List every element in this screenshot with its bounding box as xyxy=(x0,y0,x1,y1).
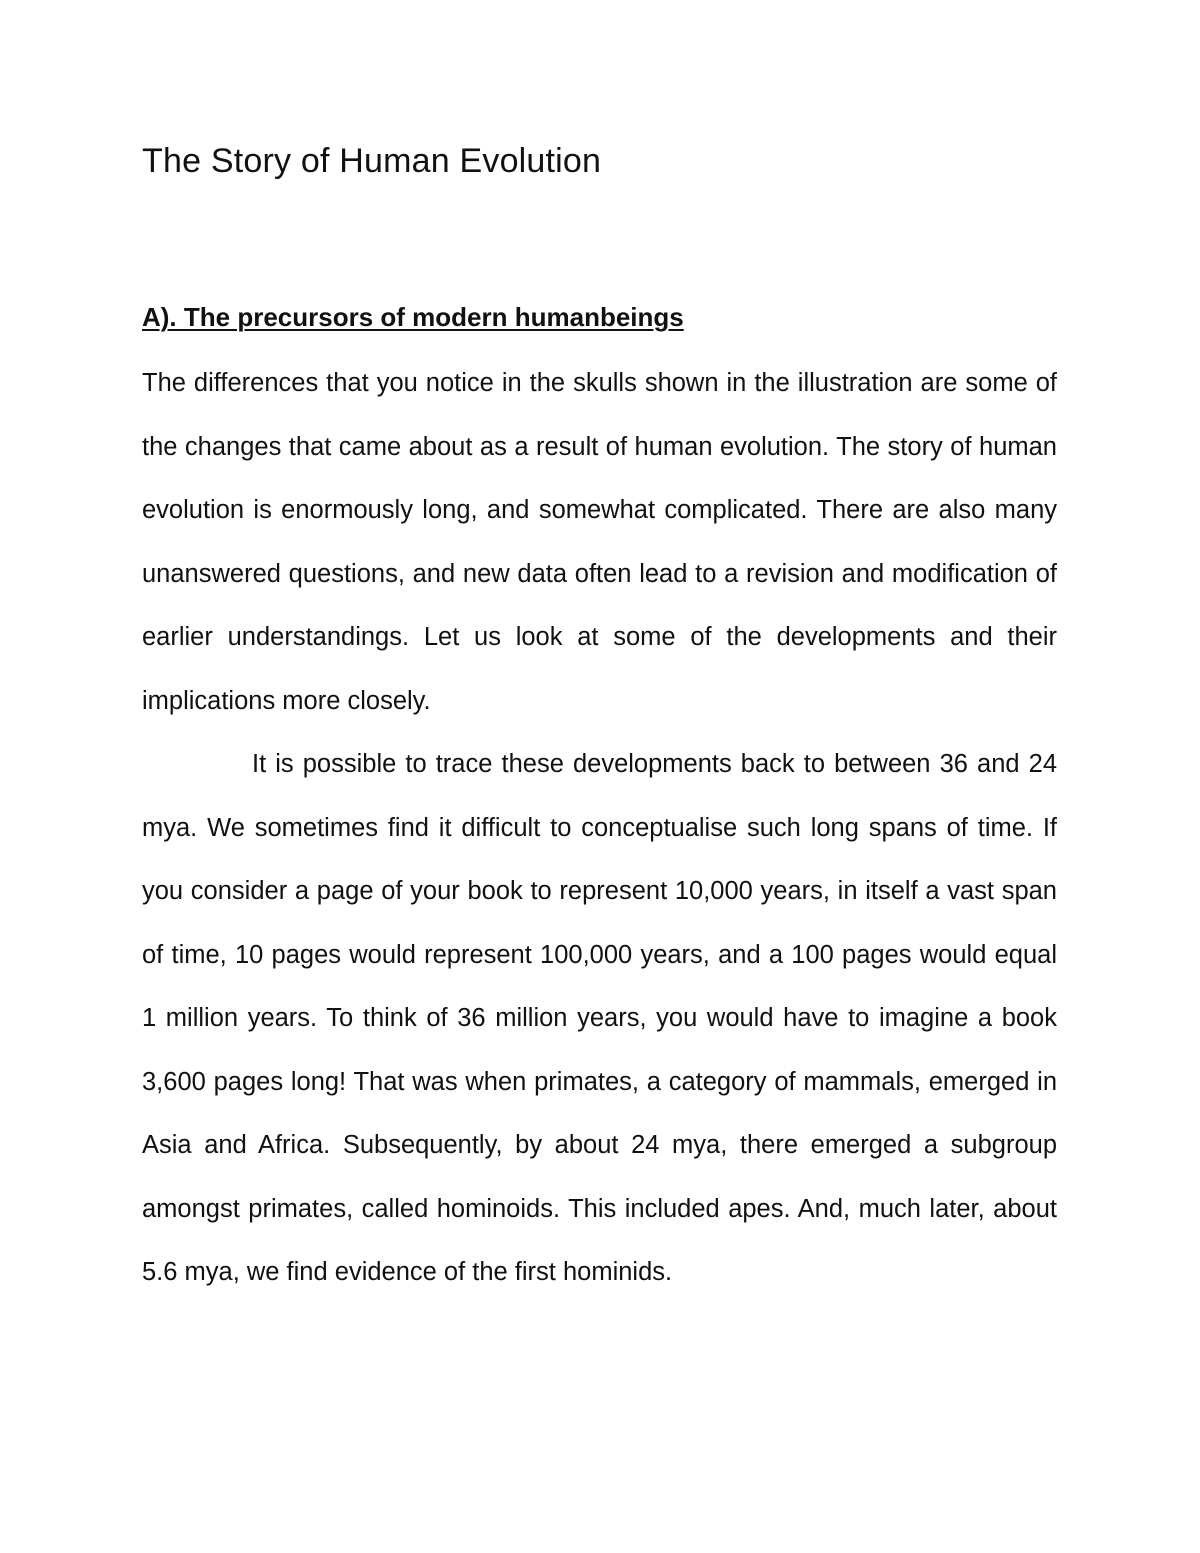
document-title: The Story of Human Evolution xyxy=(142,142,602,180)
paragraph-intro: The differences that you notice in the skulls shown in the illustration are some of the changes that came about as a result of human evolution. The story of human evolution is enormously long, and somewhat complicated. There are also many unanswered questions, and new data often lead to a revision and modification of earlier understandings. Let us look at some of the developments and their implications more closely. xyxy=(142,369,1057,715)
paragraph-timeline: It is possible to trace these developments back to between 36 and 24 mya. We sometimes find it difficult to conceptualise such long spans of time. If you consider a page of your book to represent 10,000 years, in itself a vast span of time, 10 pages would represent 100,000 years, and a 100 pages would equal 1 million years. To think of 36 million years, you would have to imagine a book 3,600 pages long! That was when primates, a category of mammals, emerged in Asia and Africa. Subsequently, by about 24 mya, there emerged a subgroup amongst primates, called hominoids. This included apes. And, much later, about 5.6 mya, we find evidence of the first hominids. xyxy=(142,750,1057,1286)
section-heading: A). The precursors of modern humanbeings xyxy=(142,302,684,332)
